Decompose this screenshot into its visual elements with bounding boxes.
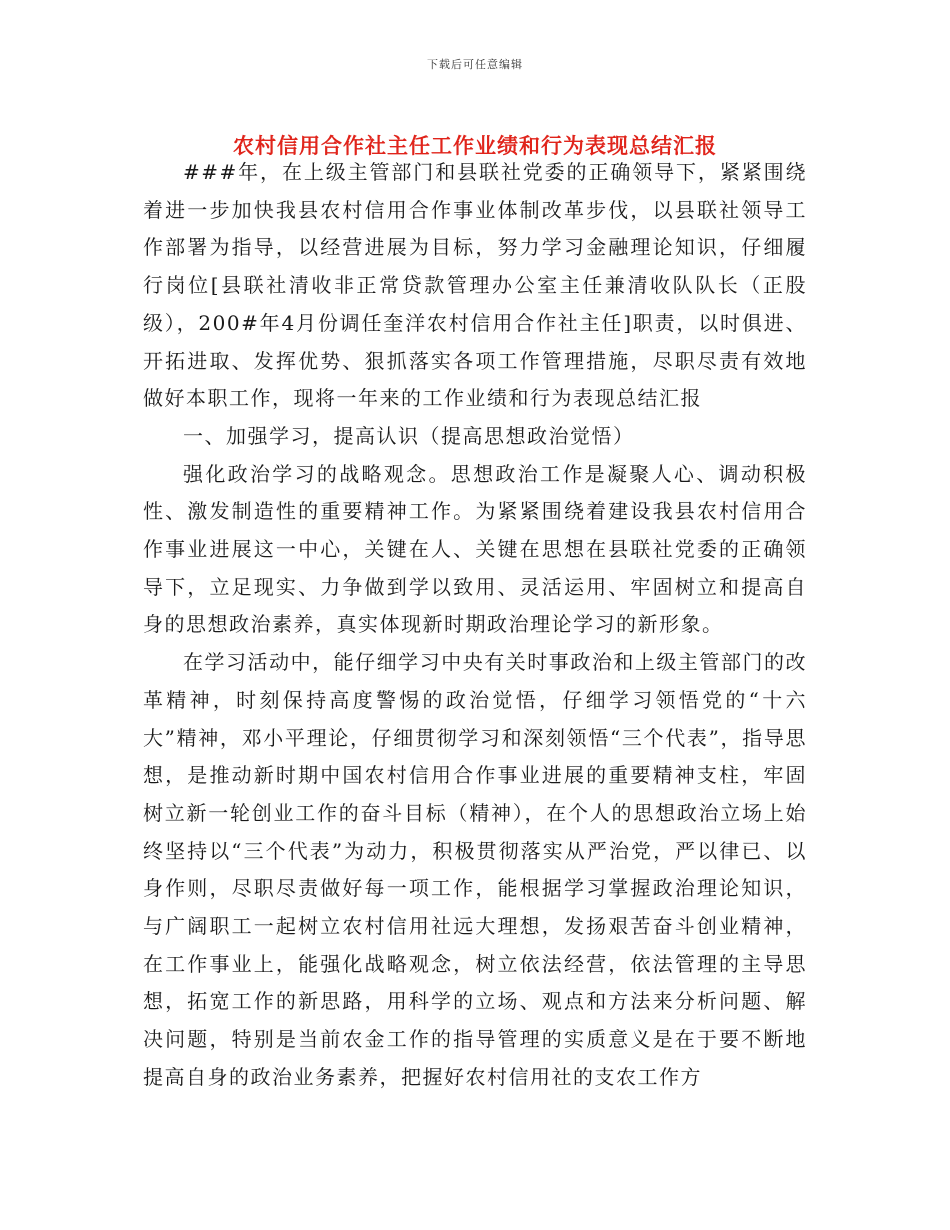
header-note: 下载后可任意编辑 bbox=[427, 58, 523, 71]
body-paragraph: 在学习活动中，能仔细学习中央有关时事政治和上级主管部门的改革精神，时刻保持高度警惕的政治觉悟，仔细学习领悟党的“十六大”精神，邓小平理论，仔细贯彻学习和深刻领悟“三个代表”，指导思想，是推动新时期中国农村信用合作事业进展的重要精神支柱，牢固树立新一轮创业工作的奋斗目标（精神），在个人的思想政治立场上始终坚持以“三个代表”为动力，积极贯彻落实从严治党，严以律已、以身作则，尽职尽责做好每一项工作，能根据学习掌握政治理论知识，与广阔职工一起树立农村信用社远大理想，发扬艰苦奋斗创业精神，在工作事业上，能强化战略观念，树立依法经营，依法管理的主导思想，拓宽工作的新思路，用科学的立场、观点和方法来分析问题、解决问题，特别是当前农金工作的指导管理的实质意义是在于要不断地提高自身的政治业务素养，把握好农村信用社的支农工作方 bbox=[143, 650, 807, 1089]
section-heading: 一、加强学习，提高认识（提高思想政治觉悟） bbox=[183, 423, 635, 448]
document-body bbox=[143, 154, 807, 1097]
body-paragraph: 强化政治学习的战略观念。思想政治工作是凝聚人心、调动积极性、激发制造性的重要精神工作。为紧紧围绕着建设我县农村信用合作事业进展这一中心，关键在人、关键在思想在县联社党委的正确领导下，立足现实、力争做到学以致用、灵活运用、牢固树立和提高自身的思想政治素养，真实体现新时期政治理论学习的新形象。 bbox=[143, 461, 807, 637]
document-title: 农村信用合作社主任工作业绩和行为表现总结汇报 bbox=[233, 133, 717, 159]
intro-paragraph: ###年，在上级主管部门和县联社党委的正确领导下，紧紧围绕着进一步加快我县农村信用合作事业体制改革步伐，以县联社领导工作部署为指导，以经营进展为目标，努力学习金融理论知识，仔细履行岗位[县联社清收非正常贷款管理办公室主任兼清收队队长（正股级），200#年4月份调任奎洋农村信用合作社主任]职责，以时俱进、开拓进取、发挥优势、狠抓落实各项工作管理措施，尽职尽责有效地做好本职工作，现将一年来的工作业绩和行为表现总结汇报 bbox=[143, 160, 807, 411]
